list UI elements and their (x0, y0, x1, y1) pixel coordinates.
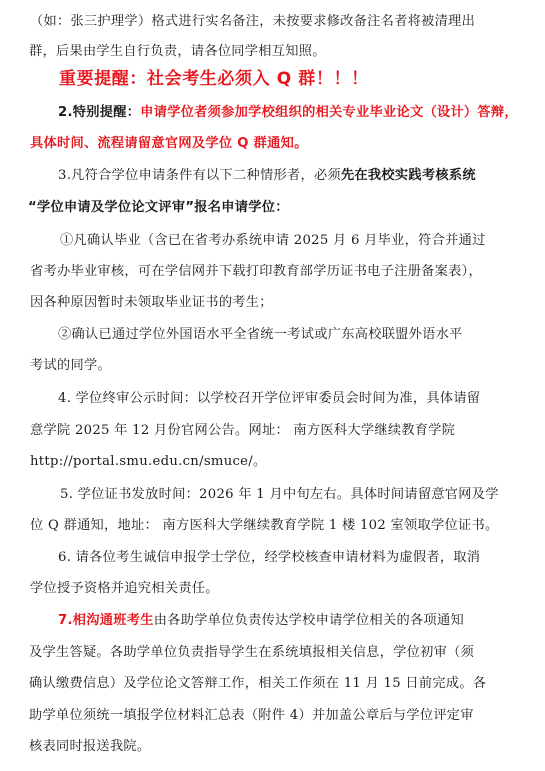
item-2-line-1: ②确认已通过学位外国语水平全省统一考试或广东高校联盟外语水平 (58, 327, 463, 342)
text-line-1: （如：张三护理学）格式进行实名备注，未按要求修改备注名者将被清理出 (30, 14, 476, 29)
paragraph-2-red-text: 申请学位者须参加学校组织的相关专业毕业论文（设计）答辩， (140, 105, 518, 120)
paragraph-3-line-1 (58, 167, 545, 185)
paragraph-7-red-text: 相沟通班考生 (72, 613, 154, 628)
paragraph-7-line-1 (58, 612, 545, 630)
paragraph-6-line-2: 学位授予资格并追究相关责任。 (30, 581, 219, 596)
paragraph-2-line-2: 具体时间、流程请留意官网及学位 Q 群通知。 (30, 136, 308, 151)
paragraph-7-text: 由各助学单位负责传达学校申请学位相关的各项通知 (153, 613, 464, 628)
paragraph-7-line-5: 核表同时报送我院。 (29, 739, 151, 754)
paragraph-3-text: 3.凡符合学位申请条件有以下二种情形者，必须 (58, 168, 341, 183)
text-line-2: 群，后果由学生自行负责，请各位同学相互知照。 (29, 44, 326, 59)
paragraph-4-url[interactable]: http://portal.smu.edu.cn/smuce/。 (30, 454, 267, 469)
paragraph-4-line-2: 意学院 2025 年 12 月份官网公告。网址： 南方医科大学继续教育学院 (30, 423, 456, 438)
paragraph-5-line-1: 5. 学位证书发放时间：2026 年 1 月中旬左右。具体时间请留意官网及学 (60, 487, 499, 502)
item-1-line-2: 省考办毕业审核，可在学信网并下载打印教育部学历证书电子注册备案表）， (30, 264, 482, 279)
paragraph-2-number: 2.特别提醒： (58, 105, 141, 120)
paragraph-4-line-1: 4. 学位终审公示时间：以学校召开学位评审委员会时间为准，具体请留 (58, 391, 481, 406)
important-reminder-heading: 重要提醒：社会考生必须入 Q 群！！！ (59, 69, 369, 89)
paragraph-6-line-1: 6. 请各位考生诚信申报学士学位，经学校核查申请材料为虚假者，取消 (58, 550, 481, 565)
paragraph-7-line-3: 确认缴费信息）及学位论文答辩工作，相关工作须在 11 月 15 日前完成。各 (29, 676, 487, 691)
paragraph-3-bold-text: 先在我校实践考核系统 (340, 168, 476, 183)
paragraph-7-line-4: 助学单位须统一填报学位材料汇总表（附件 4）并加盖公章后与学位评定审 (29, 708, 474, 723)
item-1-line-3: 因各种原因暂时未领取毕业证书的考生； (30, 295, 273, 310)
item-1-line-1: ①凡确认毕业（含已在省考办系统申请 2025 月 6 月毕业，符合并通过 (60, 233, 486, 248)
paragraph-7-line-2: 及学生答疑。各助学单位负责指导学生在系统填报相关信息，学位初审（须 (29, 645, 475, 660)
item-2-line-2: 考试的同学。 (30, 358, 111, 373)
paragraph-3-line-2: “学位申请及学位论文评审”报名申请学位： (28, 200, 289, 215)
paragraph-7-number: 7. (58, 613, 73, 628)
paragraph-5-line-2: 位 Q 群通知，地址： 南方医科大学继续教育学院 1 楼 102 室领取学位证书。 (30, 518, 499, 533)
paragraph-2-line-1 (58, 104, 545, 122)
